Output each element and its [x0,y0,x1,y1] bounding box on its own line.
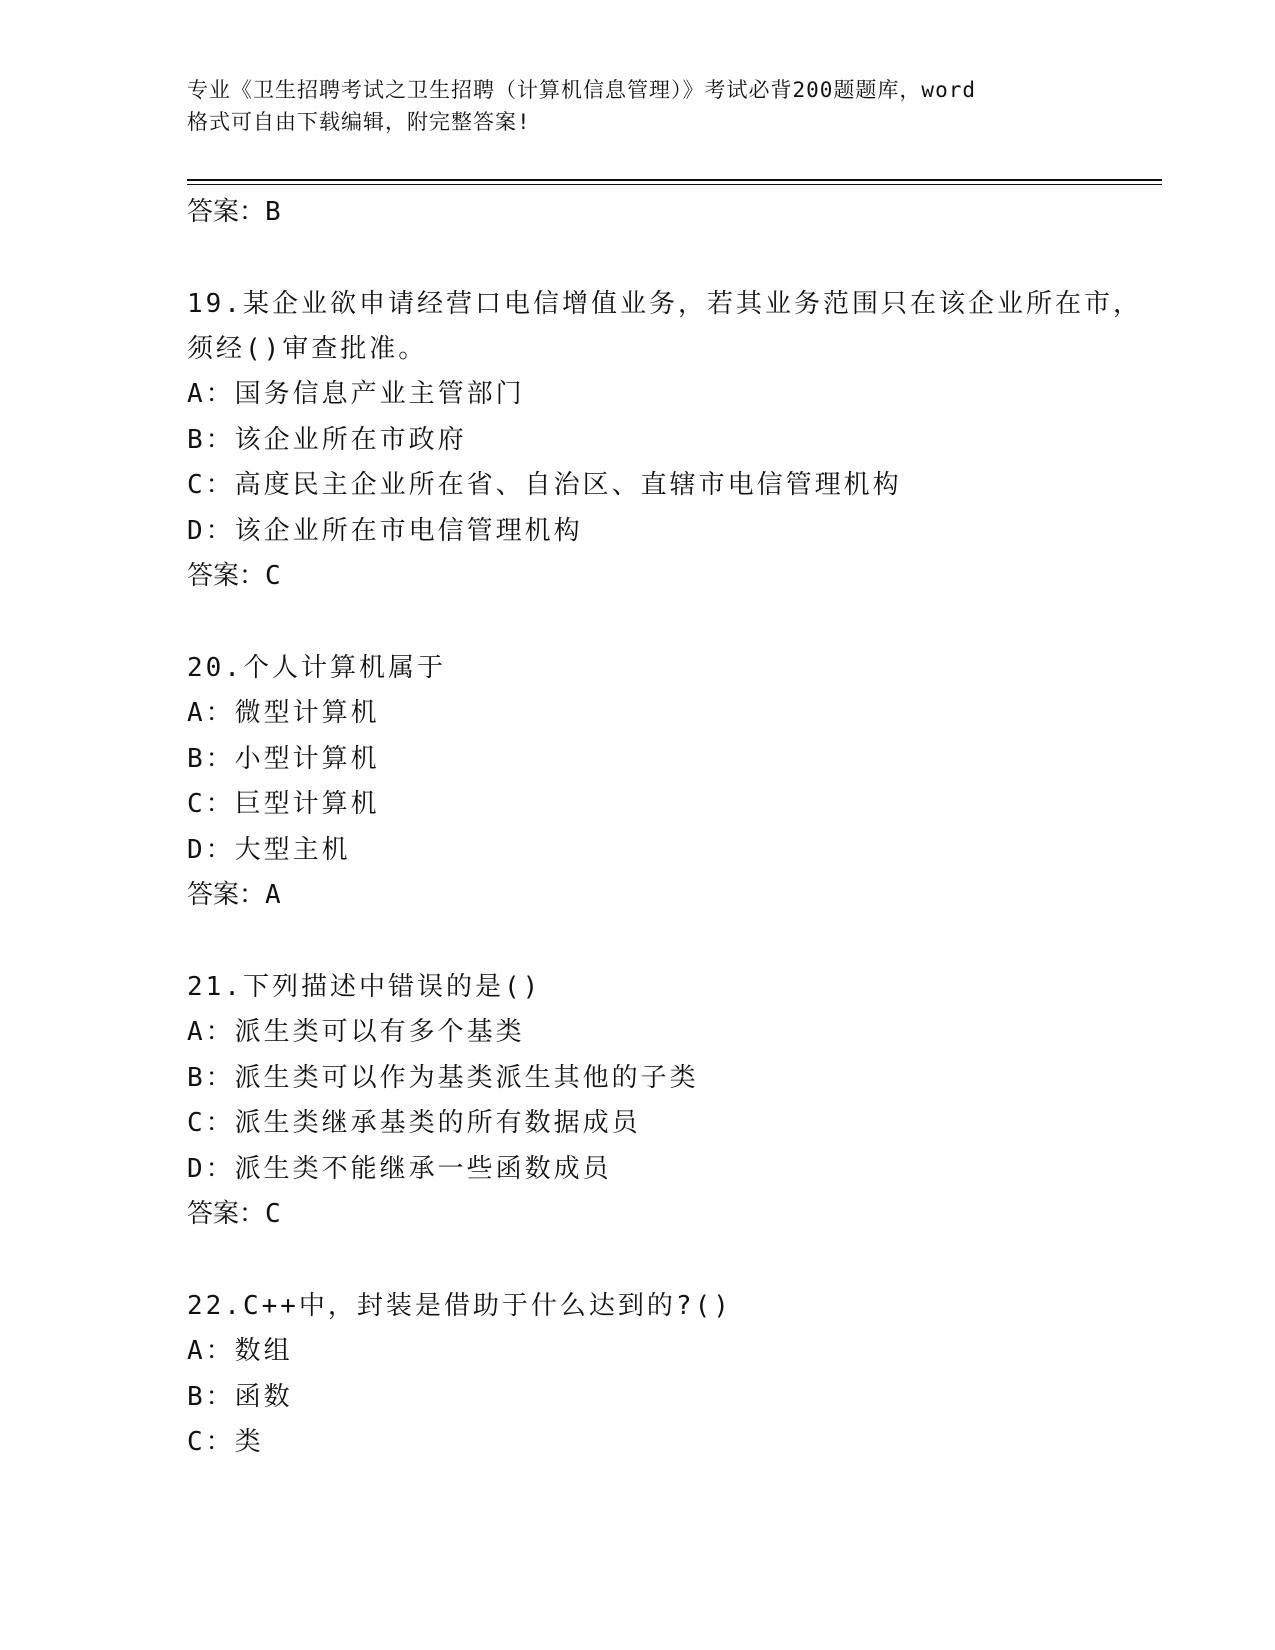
question-22 [187,1284,1147,1466]
option-c: C：类 [187,1427,264,1457]
question-21 [187,965,1147,1236]
answer-value: C [265,1199,281,1229]
question-answer [187,873,1147,917]
previous-answer [187,190,1147,234]
option-d: D：派生类不能继承一些函数成员 [187,1153,612,1184]
option-a: A：数组 [187,1336,293,1366]
header-divider-thick [187,179,1162,181]
answer-value: A [265,880,281,910]
answer-label: 答案： [187,197,266,227]
question-answer [187,1192,1147,1236]
question-list [187,190,1147,1466]
header-line-1: 专业《卫生招聘考试之卫生招聘（计算机信息管理）》考试必背200题题库，word [187,78,976,102]
option-a: A：微型计算机 [187,698,380,728]
question-stem: 20.个人计算机属于 [187,653,446,683]
question-19 [187,282,1147,598]
option-d: D：该企业所在市电信管理机构 [187,515,583,546]
answer-value: C [265,561,281,591]
question-stem: 19.某企业欲申请经营口电信增值业务，若其业务范围只在该企业所在市，须经()审查批准。 [187,289,1142,364]
option-c: C：派生类继承基类的所有数据成员 [187,1108,641,1138]
document-header [187,74,1087,138]
question-answer [187,554,1147,598]
option-a: A：国务信息产业主管部门 [187,379,525,409]
option-d: D：大型主机 [187,834,351,865]
question-20 [187,646,1147,917]
option-b: B：小型计算机 [187,743,380,774]
option-b: B：该企业所在市政府 [187,424,467,455]
answer-label: 答案： [187,561,266,591]
header-line-2: 格式可自由下载编辑，附完整答案! [187,110,531,134]
answer-label: 答案： [187,1199,266,1229]
header-divider-thin [187,184,1162,185]
question-stem: 21.下列描述中错误的是() [187,972,542,1002]
answer-label: 答案： [187,880,266,910]
answer-value: B [265,197,281,227]
option-c: C：巨型计算机 [187,789,380,819]
option-a: A：派生类可以有多个基类 [187,1017,525,1047]
option-c: C：高度民主企业所在省、自治区、直辖市电信管理机构 [187,470,902,500]
question-stem: 22.C++中，封装是借助于什么达到的?() [187,1291,732,1321]
option-b: B：派生类可以作为基类派生其他的子类 [187,1062,699,1093]
option-b: B：函数 [187,1381,293,1412]
